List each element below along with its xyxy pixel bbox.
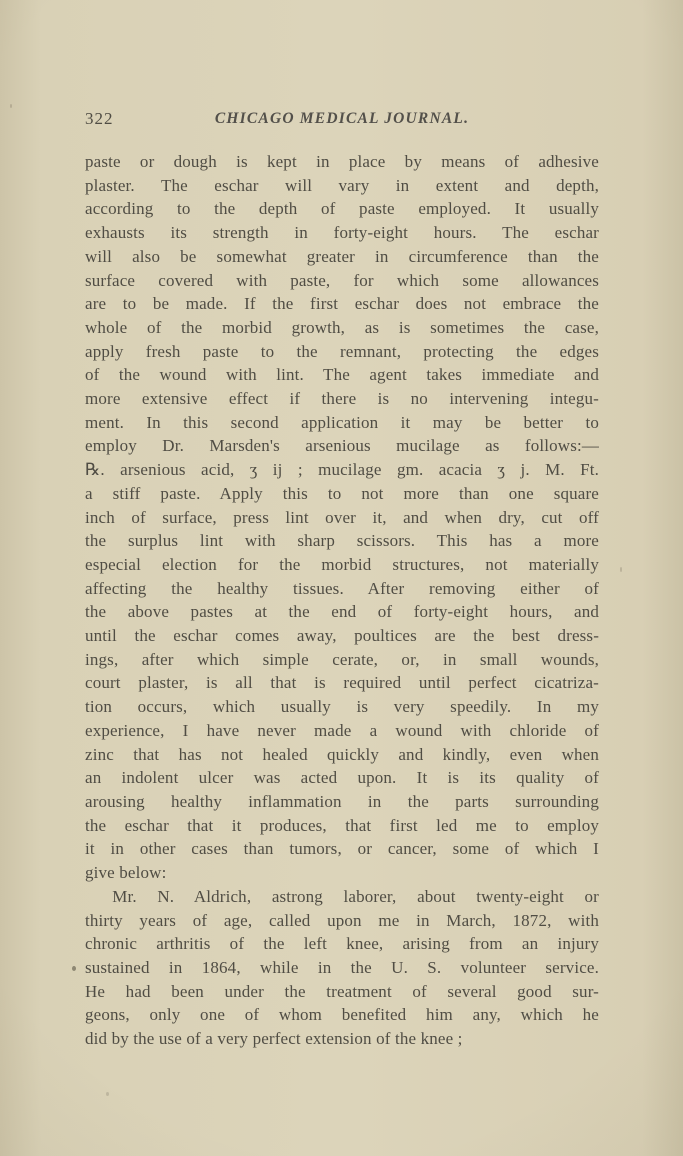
text-line: it in other cases than tumors, or cancer, some of which I [85, 839, 599, 859]
text-line: according to the depth of paste employed. It usually [85, 199, 599, 219]
text-line: the above pastes at the end of forty-eight hours, and [85, 602, 599, 622]
text-line: until the eschar comes away, poultices are the best dress- [85, 626, 599, 646]
text-line: plaster. The eschar will vary in extent and depth, [85, 175, 599, 195]
text-line: affecting the healthy tissues. After removing either of [85, 578, 599, 598]
paragraph [85, 150, 599, 885]
text-line: tion occurs, which usually is very speedily. In my [85, 697, 599, 717]
page-header [85, 109, 599, 131]
text-line: an indolent ulcer was acted upon. It is its quality of [85, 768, 599, 788]
text-line: employ Dr. Marsden's arsenious mucilage as follows:— [85, 436, 599, 456]
scan-speck [10, 104, 12, 108]
text-line: ment. In this second application it may be better to [85, 412, 599, 432]
text-line: especial election for the morbid structures, not materially [85, 554, 599, 574]
text-line: the surplus lint with sharp scissors. This has a more [85, 531, 599, 551]
text-line: paste or dough is kept in place by means of adhesive [85, 152, 599, 171]
scan-speck [106, 1092, 109, 1096]
text-line: whole of the morbid growth, as is sometimes the case, [85, 317, 599, 337]
text-line: geons, only one of whom benefited him any, which he [85, 1005, 599, 1025]
text-line: court plaster, is all that is required until perfect cicatriza- [85, 673, 599, 693]
text-line: exhausts its strength in forty-eight hours. The eschar [85, 223, 599, 243]
journal-title: CHICAGO MEDICAL JOURNAL. [214, 110, 470, 127]
text-line: chronic arthritis of the left knee, arising from an injury [85, 934, 599, 954]
text-line: more extensive effect if there is no intervening integu- [85, 389, 599, 409]
text-line: are to be made. If the first eschar does not embrace the [85, 294, 599, 314]
text-line: the eschar that it produces, that first led me to employ [85, 815, 599, 835]
text-line: experience, I have never made a wound with chloride of [85, 720, 599, 740]
text-line: He had been under the treatment of several good sur- [85, 981, 599, 1001]
text-line: give below: [85, 863, 167, 883]
text-line: ℞. arsenious acid, ʒ ij ; mucilage gm. acacia ʒ j. M. Ft. [85, 460, 599, 480]
text-line: thirty years of age, called upon me in March, 1872, with [85, 910, 599, 930]
text-line: ings, after which simple cerate, or, in small wounds, [85, 649, 599, 669]
page-number: 322 [85, 109, 114, 128]
text-line: Mr. N. Aldrich, astrong laborer, about twenty-eight or [112, 886, 599, 906]
text-line: did by the use of a very perfect extension of the knee ; [85, 1029, 463, 1049]
text-line: will also be somewhat greater in circumference than the [85, 246, 599, 266]
scan-speck [620, 567, 622, 572]
text-line: apply fresh paste to the remnant, protecting the edges [85, 341, 599, 361]
text-line: of the wound with lint. The agent takes immediate and [85, 365, 599, 385]
text-line: a stiff paste. Apply this to not more than one square [85, 483, 599, 503]
text-line: inch of surface, press lint over it, and when dry, cut off [85, 507, 599, 527]
document-body [85, 150, 599, 1051]
text-line: sustained in 1864, while in the U. S. volunteer service. [85, 957, 599, 977]
scan-speck [72, 966, 76, 971]
text-line: arousing healthy inflammation in the parts surrounding [85, 791, 599, 811]
text-line: surface covered with paste, for which some allowances [85, 270, 599, 290]
paragraph [85, 885, 599, 1051]
text-line: zinc that has not healed quickly and kindly, even when [85, 744, 599, 764]
